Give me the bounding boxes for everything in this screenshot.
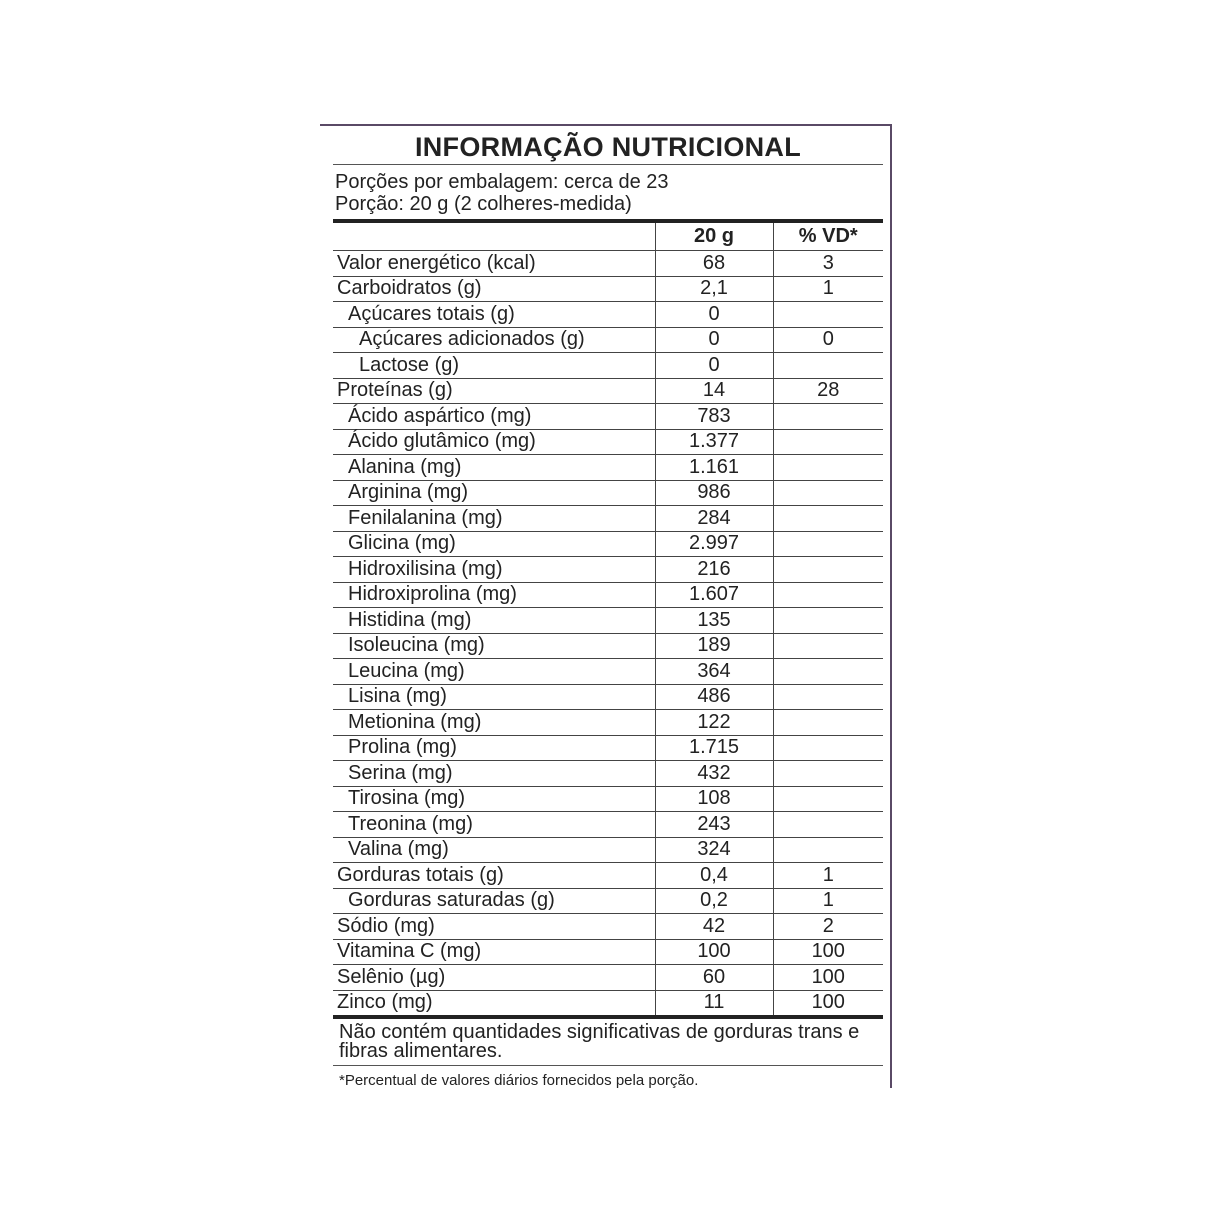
nutrient-amount: 1.161 xyxy=(655,455,773,481)
nutrient-name: Vitamina C (mg) xyxy=(333,939,655,965)
nutrient-vd: 100 xyxy=(773,990,883,1017)
nutrient-vd xyxy=(773,812,883,838)
table-row xyxy=(333,914,883,940)
nutrient-name: Isoleucina (mg) xyxy=(333,633,655,659)
nutrient-vd: 0 xyxy=(773,327,883,353)
table-row xyxy=(333,863,883,889)
header-blank xyxy=(333,223,655,251)
nutrient-vd xyxy=(773,608,883,634)
nutrient-name: Açúcares adicionados (g) xyxy=(333,327,655,353)
nutrient-amount: 11 xyxy=(655,990,773,1017)
nutrient-name: Açúcares totais (g) xyxy=(333,302,655,328)
nutrient-vd xyxy=(773,557,883,583)
nutrient-name: Histidina (mg) xyxy=(333,608,655,634)
table-row xyxy=(333,684,883,710)
nutrient-amount: 2,1 xyxy=(655,276,773,302)
nutrient-vd: 100 xyxy=(773,965,883,991)
table-row xyxy=(333,735,883,761)
nutrient-amount: 243 xyxy=(655,812,773,838)
nutrient-vd: 2 xyxy=(773,914,883,940)
nutrient-vd: 28 xyxy=(773,378,883,404)
nutrient-amount: 108 xyxy=(655,786,773,812)
nutrient-amount: 1.715 xyxy=(655,735,773,761)
nutrient-vd: 100 xyxy=(773,939,883,965)
table-row xyxy=(333,761,883,787)
nutrient-amount: 1.377 xyxy=(655,429,773,455)
footnote: *Percentual de valores diários fornecidos pela porção. xyxy=(339,1072,699,1089)
table-body xyxy=(333,251,883,1018)
nutrient-amount: 189 xyxy=(655,633,773,659)
nutrient-amount: 0 xyxy=(655,353,773,379)
nutrient-vd: 1 xyxy=(773,888,883,914)
table-row xyxy=(333,888,883,914)
nutrient-amount: 432 xyxy=(655,761,773,787)
nutrient-name: Serina (mg) xyxy=(333,761,655,787)
nutrient-amount: 122 xyxy=(655,710,773,736)
nutrient-name: Arginina (mg) xyxy=(333,480,655,506)
table-row xyxy=(333,812,883,838)
table-row xyxy=(333,404,883,430)
table-header-row xyxy=(333,223,883,251)
portion-info xyxy=(333,165,883,219)
nutrient-amount: 216 xyxy=(655,557,773,583)
nutrient-amount: 1.607 xyxy=(655,582,773,608)
nutrition-table xyxy=(333,223,883,1019)
nutrient-vd xyxy=(773,455,883,481)
nutrient-name: Carboidratos (g) xyxy=(333,276,655,302)
nutrient-vd xyxy=(773,506,883,532)
nutrient-name: Valor energético (kcal) xyxy=(333,251,655,277)
nutrient-vd xyxy=(773,633,883,659)
nutrient-vd xyxy=(773,684,883,710)
trans-fat-note: Não contém quantidades significativas de gorduras trans e fibras alimentares. xyxy=(333,1019,883,1066)
table-row xyxy=(333,608,883,634)
nutrient-name: Ácido glutâmico (mg) xyxy=(333,429,655,455)
nutrient-amount: 284 xyxy=(655,506,773,532)
table-row xyxy=(333,633,883,659)
table-row xyxy=(333,557,883,583)
table-row xyxy=(333,659,883,685)
nutrient-vd xyxy=(773,404,883,430)
nutrient-name: Gorduras saturadas (g) xyxy=(333,888,655,914)
table-row xyxy=(333,939,883,965)
table-row xyxy=(333,353,883,379)
table-row xyxy=(333,990,883,1017)
table-row xyxy=(333,837,883,863)
table-row xyxy=(333,327,883,353)
nutrient-amount: 364 xyxy=(655,659,773,685)
nutrient-vd xyxy=(773,429,883,455)
nutrient-amount: 986 xyxy=(655,480,773,506)
nutrient-amount: 0,2 xyxy=(655,888,773,914)
portion-size: Porção: 20 g (2 colheres-medida) xyxy=(335,193,632,215)
nutrient-name: Fenilalanina (mg) xyxy=(333,506,655,532)
nutrient-vd xyxy=(773,710,883,736)
nutrient-amount: 135 xyxy=(655,608,773,634)
panel-title: INFORMAÇÃO NUTRICIONAL xyxy=(333,126,883,165)
table-row xyxy=(333,531,883,557)
nutrient-vd xyxy=(773,302,883,328)
nutrient-vd xyxy=(773,837,883,863)
nutrient-amount: 100 xyxy=(655,939,773,965)
nutrient-amount: 0,4 xyxy=(655,863,773,889)
table-row xyxy=(333,455,883,481)
nutrient-amount: 0 xyxy=(655,302,773,328)
nutrient-name: Tirosina (mg) xyxy=(333,786,655,812)
nutrient-name: Hidroxiprolina (mg) xyxy=(333,582,655,608)
nutrient-vd xyxy=(773,659,883,685)
nutrient-name: Lisina (mg) xyxy=(333,684,655,710)
table-row xyxy=(333,276,883,302)
nutrient-name: Hidroxilisina (mg) xyxy=(333,557,655,583)
nutrient-name: Leucina (mg) xyxy=(333,659,655,685)
nutrient-vd xyxy=(773,480,883,506)
header-vd: % VD* xyxy=(773,223,883,251)
nutrient-vd xyxy=(773,786,883,812)
nutrient-vd xyxy=(773,531,883,557)
table-row xyxy=(333,429,883,455)
nutrient-vd: 1 xyxy=(773,276,883,302)
nutrient-name: Sódio (mg) xyxy=(333,914,655,940)
label-right-border xyxy=(890,124,892,1088)
nutrient-name: Ácido aspártico (mg) xyxy=(333,404,655,430)
nutrient-vd: 3 xyxy=(773,251,883,277)
nutrient-vd xyxy=(773,761,883,787)
nutrient-amount: 486 xyxy=(655,684,773,710)
table-row xyxy=(333,506,883,532)
nutrient-amount: 68 xyxy=(655,251,773,277)
nutrient-name: Glicina (mg) xyxy=(333,531,655,557)
nutrient-name: Alanina (mg) xyxy=(333,455,655,481)
nutrient-vd xyxy=(773,582,883,608)
nutrient-name: Treonina (mg) xyxy=(333,812,655,838)
nutrient-name: Metionina (mg) xyxy=(333,710,655,736)
table-row xyxy=(333,378,883,404)
table-row xyxy=(333,582,883,608)
table-row xyxy=(333,302,883,328)
nutrient-amount: 2.997 xyxy=(655,531,773,557)
nutrient-name: Proteínas (g) xyxy=(333,378,655,404)
nutrient-name: Zinco (mg) xyxy=(333,990,655,1017)
table-row xyxy=(333,786,883,812)
nutrient-vd xyxy=(773,735,883,761)
nutrient-vd: 1 xyxy=(773,863,883,889)
nutrient-name: Gorduras totais (g) xyxy=(333,863,655,889)
nutrient-amount: 14 xyxy=(655,378,773,404)
nutrient-amount: 783 xyxy=(655,404,773,430)
nutrition-facts-panel xyxy=(333,126,883,1089)
header-amount: 20 g xyxy=(655,223,773,251)
nutrient-vd xyxy=(773,353,883,379)
nutrient-amount: 0 xyxy=(655,327,773,353)
nutrient-name: Lactose (g) xyxy=(333,353,655,379)
portions-per-package: Porções por embalagem: cerca de 23 xyxy=(335,171,669,193)
nutrient-amount: 324 xyxy=(655,837,773,863)
table-row xyxy=(333,480,883,506)
nutrient-name: Valina (mg) xyxy=(333,837,655,863)
table-row xyxy=(333,710,883,736)
nutrient-name: Selênio (µg) xyxy=(333,965,655,991)
table-row xyxy=(333,965,883,991)
nutrient-amount: 60 xyxy=(655,965,773,991)
nutrient-name: Prolina (mg) xyxy=(333,735,655,761)
nutrient-amount: 42 xyxy=(655,914,773,940)
table-row xyxy=(333,251,883,277)
